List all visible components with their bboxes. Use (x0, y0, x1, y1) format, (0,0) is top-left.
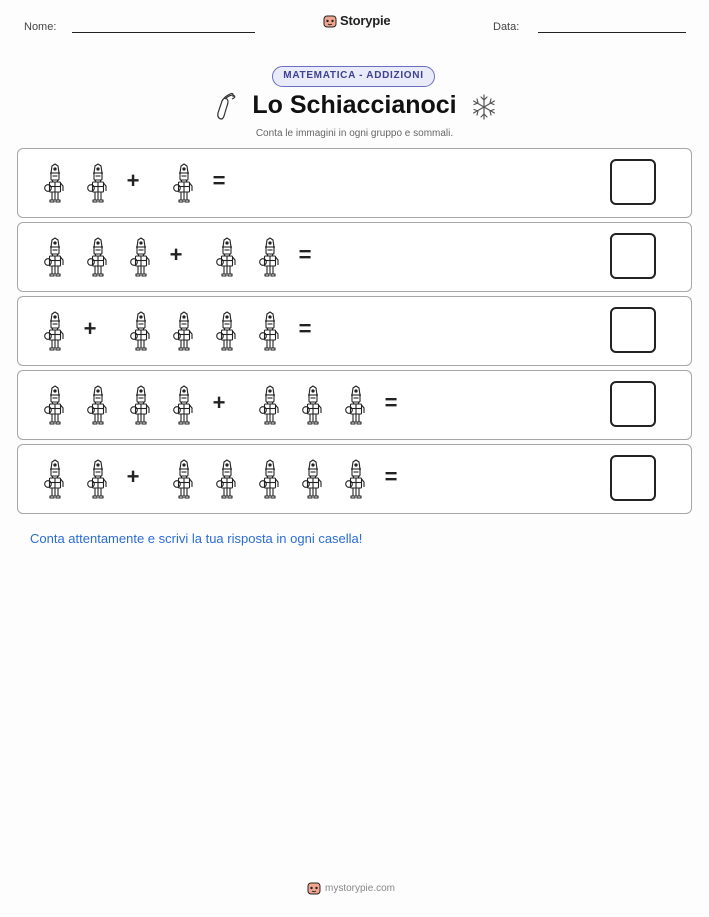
nutcracker-icon (172, 310, 196, 352)
plus-sign: + (212, 390, 226, 415)
instruction-text: Conta attentamente e scrivi la tua risposta in ogni casella! (30, 531, 363, 546)
nutcracker-icon (344, 384, 368, 426)
nutcracker-icon (172, 162, 196, 204)
equals-sign: = (384, 464, 398, 489)
problem-row (17, 148, 692, 218)
plus-sign: + (126, 464, 140, 489)
nutcracker-icon (43, 384, 67, 426)
problem-row (17, 222, 692, 292)
nutcracker-icon (301, 384, 325, 426)
brand (323, 13, 390, 28)
answer-box[interactable] (610, 307, 656, 353)
problem-row (17, 444, 692, 514)
footer (307, 881, 395, 895)
nutcracker-icon (258, 384, 282, 426)
nutcracker-icon (172, 458, 196, 500)
nutcracker-icon (86, 236, 110, 278)
storypie-logo-icon (307, 881, 321, 895)
equals-sign: = (298, 242, 312, 267)
equals-sign: = (298, 316, 312, 341)
nutcracker-icon (215, 236, 239, 278)
answer-box[interactable] (610, 455, 656, 501)
nutcracker-icon (43, 236, 67, 278)
name-label: Nome: (24, 21, 57, 33)
storypie-logo-icon (323, 14, 337, 28)
nutcracker-icon (344, 458, 368, 500)
equals-sign: = (212, 168, 226, 193)
brand-name: Storypie (340, 13, 391, 28)
nutcracker-icon (86, 458, 110, 500)
plus-sign: + (126, 168, 140, 193)
equals-sign: = (384, 390, 398, 415)
nutcracker-icon (258, 458, 282, 500)
nutcracker-icon (129, 384, 153, 426)
subject-badge: MATEMATICA - ADDIZIONI (272, 66, 435, 87)
nutcracker-icon (258, 310, 282, 352)
nutcracker-icon (215, 310, 239, 352)
page-title: Lo Schiaccianoci (252, 91, 457, 119)
nutcracker-icon (86, 162, 110, 204)
answer-box[interactable] (610, 381, 656, 427)
nutcracker-icon (43, 162, 67, 204)
problem-row (17, 370, 692, 440)
footer-url: mystorypie.com (325, 882, 396, 894)
nutcracker-icon (172, 384, 196, 426)
nutcracker-icon (43, 458, 67, 500)
name-line[interactable] (72, 32, 255, 33)
answer-box[interactable] (610, 233, 656, 279)
nutcracker-icon (86, 384, 110, 426)
nutcracker-icon (43, 310, 67, 352)
nutcracker-icon (215, 458, 239, 500)
nutcracker-icon (129, 310, 153, 352)
page-subtitle: Conta le immagini in ogni gruppo e sommali. (255, 128, 454, 139)
plus-sign: + (83, 316, 97, 341)
nutcracker-icon (258, 236, 282, 278)
snowflake-icon (470, 93, 498, 121)
answer-box[interactable] (610, 159, 656, 205)
date-line[interactable] (538, 32, 686, 33)
nutcracker-icon (301, 458, 325, 500)
plus-sign: + (169, 242, 183, 267)
date-label: Data: (493, 21, 520, 33)
nutcracker-icon (129, 236, 153, 278)
problem-row (17, 296, 692, 366)
